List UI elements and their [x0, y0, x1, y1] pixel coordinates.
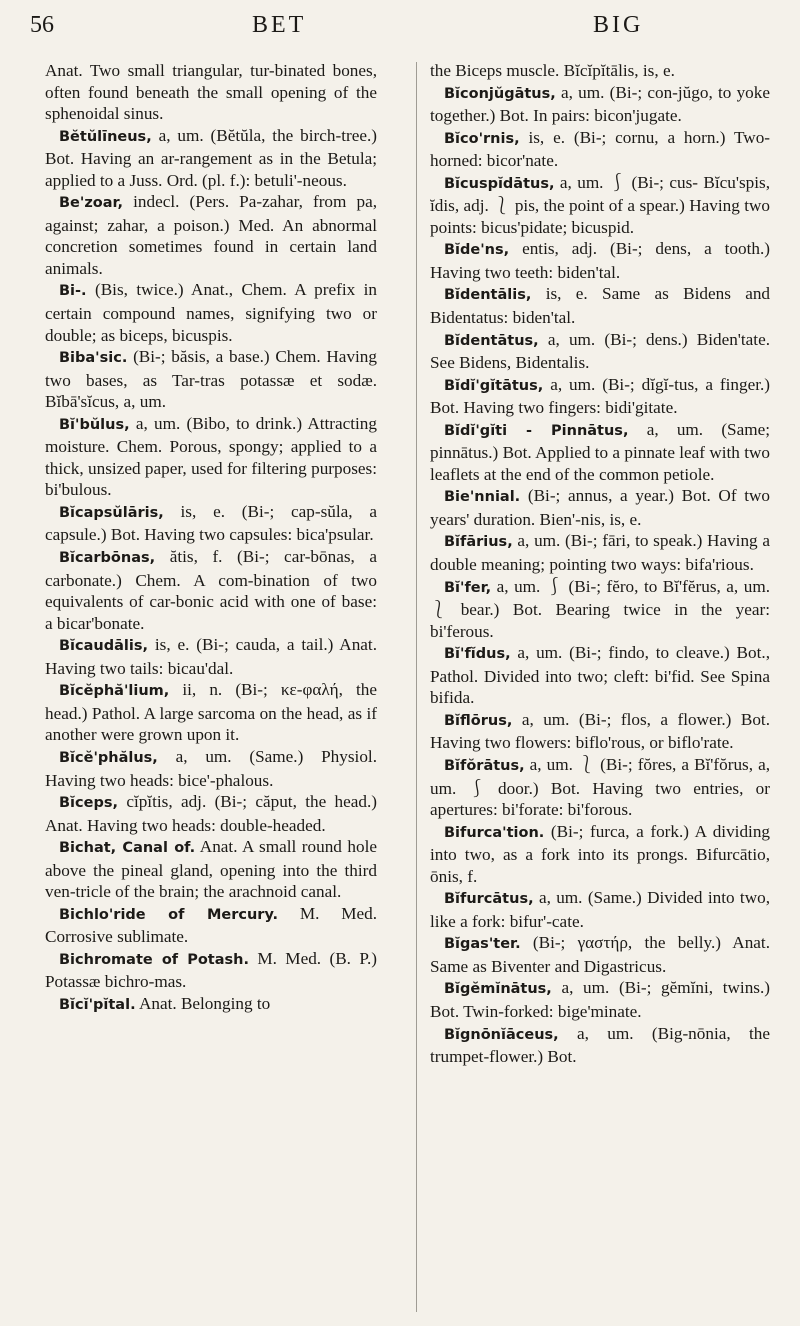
dictionary-entry: [45, 791, 377, 836]
entry-definition: Anat. A small round hole above the pineal gland, opening into the third ven-tricle of the brain; the arachnoid canal.: [45, 837, 378, 902]
entry-definition: is, e. Same as Bidens and Bidentatus: biden'tal.: [430, 284, 771, 328]
entry-headword: Bichromate of Potash.: [59, 951, 249, 968]
dictionary-entry: [45, 501, 377, 546]
entry-definition: a, um. (Same.) Divided into two, like a fork: bifur'-cate.: [430, 888, 770, 931]
entry-headword: Bifurca'tion.: [444, 824, 545, 841]
entry-headword: Bĭgĕmĭnātus,: [444, 981, 552, 998]
entry-headword: Bĭflōrus,: [444, 712, 513, 729]
dictionary-entry: [430, 485, 770, 530]
entry-definition: a, um. (Bi-; dĭgĭ-tus, a finger.) Bot. Having two fingers: bidi'gitate.: [430, 374, 771, 418]
entry-headword: Bĭ'bŭlus,: [59, 416, 130, 433]
entry-headword: Bĭfārius,: [444, 534, 513, 551]
right-column: [430, 60, 770, 1068]
entry-headword: Bĭceps,: [59, 795, 118, 812]
guide-word-left: BET: [252, 12, 307, 38]
entry-headword: Bĭdĭ'gĭti - Pinnātus,: [444, 422, 629, 439]
entry-definition: (Bi-; băsis, a base.) Chem. Having two bases, as Tar-tras potassæ et sodæ. Bĭbā'sĭcus, a, um.: [45, 347, 377, 412]
entry-definition: a, um. (Bi-; gĕmĭni, twins.) Bot. Twin-forked: bige'minate.: [430, 978, 771, 1021]
entry-headword: Bĭfŏrātus,: [444, 757, 525, 774]
entry-headword: Bĭ'fĭdus,: [444, 646, 511, 663]
dictionary-entry: [45, 60, 377, 125]
dictionary-entry: [45, 993, 377, 1017]
entry-definition: is, e. (Bi-; cornu, a horn.) Two-horned: bicor'nate.: [430, 127, 771, 171]
entry-headword: Bĭcĕphă'lium,: [59, 683, 170, 700]
entry-definition: indecl. (Pers. Pa-zahar, from pa, against; zahar, a poison.) Med. An abnormal concretion sometimes found in certain land animals.: [45, 192, 377, 278]
dictionary-entry: [45, 125, 377, 192]
entry-definition: Anat. Belonging to: [138, 993, 271, 1013]
entry-headword: Bĭde'ns,: [444, 242, 510, 259]
dictionary-entry: [430, 329, 770, 374]
entry-headword: Bie'nnial.: [444, 489, 521, 506]
entry-headword: Bĭgas'ter.: [444, 936, 521, 953]
entry-headword: Bi-.: [59, 283, 87, 300]
entry-definition: a, um. (Big-nōnia, the trumpet-flower.) Bot.: [430, 1023, 771, 1067]
dictionary-entry: [45, 191, 377, 279]
entry-definition: a, um. (Bi-; fāri, to speak.) Having a double meaning; pointing two ways: bifa'rious.: [430, 531, 770, 575]
entry-definition: a, um. (Bĕtŭla, the birch-tree.) Bot. Having an ar-rangement as in the Betula; applied to a Juss. Ord. (pl. f.): betuli'-neous.: [45, 125, 378, 190]
entry-definition: a, um. (Bi-; con-jŭgo, to yoke together.) Bot. In pairs: bicon'jugate.: [430, 82, 770, 126]
entry-definition: a, um. (Bibo, to drink.) Attracting moisture. Chem. Porous, spongy; applied to a thick, unsized paper, used for filtering purposes: bi'bulous.: [45, 413, 377, 500]
entry-headword: Bĭconjŭgātus,: [444, 85, 556, 102]
entry-definition: (Bi-; annus, a year.) Bot. Of two years' duration. Bien'-nis, is, e.: [430, 486, 771, 529]
dictionary-entry: [45, 948, 377, 993]
dictionary-entry: [45, 413, 377, 501]
entry-headword: Bĭdĭ'gĭtātus,: [444, 377, 544, 394]
entry-definition: a, um. (Bi-; dens.) Biden'tate. See Bidens, Bidentalis.: [430, 329, 771, 373]
dictionary-entry: [430, 127, 770, 172]
entry-definition: a, um. (Same.) Physiol. Having two heads: bice'-phalous.: [45, 746, 377, 790]
entry-headword: Bĭcarbōnas,: [59, 550, 156, 567]
dictionary-entry: [430, 754, 770, 821]
entry-headword: Bĭ'fer,: [444, 579, 492, 596]
entry-definition: is, e. (Bi-; cauda, a tail.) Anat. Having two tails: bicau'dal.: [45, 635, 378, 678]
entry-definition: is, e. (Bi-; cap-sŭla, a capsule.) Bot. Having two capsules: bica'psular.: [45, 501, 377, 545]
dictionary-entry: [430, 238, 770, 283]
dictionary-entry: [430, 374, 770, 419]
dictionary-entry: [430, 977, 770, 1022]
dictionary-entry: [45, 746, 377, 791]
entry-definition: a, um. ⎰ (Bi-; cus- Bĭcu'spis, ĭdis, adj. ⎱ pis, the point of a spear.) Having two points: bicus'pidate; bicuspid.: [430, 172, 770, 237]
column-divider: [416, 62, 417, 1312]
dictionary-entry: [430, 642, 770, 709]
dictionary-entry: [45, 679, 377, 746]
entry-headword: Bĭdentātus,: [444, 332, 539, 349]
entry-headword: Biba'sic.: [59, 350, 128, 367]
dictionary-entry: [430, 82, 770, 127]
entry-headword: Bĭcaudālis,: [59, 638, 148, 655]
dictionary-entry: [430, 530, 770, 575]
entry-definition: cĭpĭtis, adj. (Bi-; căput, the head.) Anat. Having two heads: double-headed.: [45, 792, 377, 835]
guide-word-right: BIG: [593, 12, 644, 38]
entry-headword: Bĕtŭlīneus,: [59, 128, 152, 145]
dictionary-entry: [45, 346, 377, 413]
entry-definition: Anat. Two small triangular, tur-binated bones, often found beneath the small opening of the sphenoidal sinus.: [45, 61, 377, 124]
dictionary-entry: [430, 1023, 770, 1068]
dictionary-entry: [430, 709, 770, 754]
running-header: [30, 12, 770, 46]
entry-definition: (Bi-; furca, a fork.) A dividing into two, as a fork into its prongs. Bifurcātio, ōnis, f.: [430, 821, 771, 886]
entry-headword: Bĭdentālis,: [444, 287, 532, 304]
entry-headword: Bĭcĕ'phălus,: [59, 749, 158, 766]
entry-definition: (Bis, twice.) Anat., Chem. A prefix in certain compound names, signifying two or double; as biceps, bicuspis.: [45, 280, 377, 345]
entry-headword: Bichlo'ride of Mercury.: [59, 906, 279, 923]
entry-definition: ătis, f. (Bi-; car-bōnas, a carbonate.) Chem. A com-bination of two equivalents of car-bonic acid with one of base: a bicar'bonate.: [45, 547, 378, 633]
entry-definition: a, um. (Bi-; flos, a flower.) Bot. Having two flowers: biflo'rous, or biflo'rate.: [430, 709, 770, 753]
entry-headword: Be'zoar,: [59, 195, 124, 212]
entry-definition: M. Med. (B. P.) Potassæ bichro-mas.: [45, 948, 377, 992]
dictionary-entry: [430, 576, 770, 643]
page-number: 56: [30, 12, 54, 38]
entry-definition: entis, adj. (Bi-; dens, a tooth.) Having two teeth: biden'tal.: [430, 239, 770, 282]
dictionary-entry: [430, 419, 770, 486]
left-column: [45, 60, 377, 1017]
entry-definition: a, um. (Same; pinnātus.) Bot. Applied to a pinnate leaf with two leaflets at the end of the common petiole.: [430, 419, 771, 484]
entry-definition: a, um. ⎱ (Bi-; fŏres, a Bĭ'fŏrus, a, um. ⎰ door.) Bot. Having two entries, or apertures: bi'forate: bi'forous.: [430, 754, 770, 820]
dictionary-entry: [430, 887, 770, 932]
dictionary-entry: [430, 283, 770, 328]
dictionary-entry: [430, 60, 770, 82]
dictionary-entry: [430, 172, 770, 239]
entry-headword: Bĭfurcātus,: [444, 891, 534, 908]
entry-definition: a, um. (Bi-; findo, to cleave.) Bot., Pathol. Divided into two; cleft: bi'fid. See Spina bifida.: [430, 643, 770, 708]
dictionary-entry: [45, 836, 377, 903]
dictionary-entry: [45, 903, 377, 948]
dictionary-entry: [430, 821, 770, 888]
dictionary-entry: [45, 634, 377, 679]
dictionary-entry: [45, 546, 377, 634]
entry-headword: Bĭcuspĭdātus,: [444, 175, 555, 192]
entry-headword: Bĭcapsŭlāris,: [59, 504, 164, 521]
entry-definition: M. Med. Corrosive sublimate.: [45, 903, 378, 947]
dictionary-entry: [430, 932, 770, 977]
entry-headword: Bĭco'rnis,: [444, 130, 520, 147]
entry-definition: ii, n. (Bi-; κε-φαλή, the head.) Pathol. A large sarcoma on the head, as if another were grown upon it.: [45, 680, 377, 745]
entry-headword: Bĭgnōnĭāceus,: [444, 1026, 559, 1043]
entry-definition: a, um. ⎰ (Bi-; fĕro, to Bĭ'fĕrus, a, um. ⎱ bear.) Bot. Bearing twice in the year: bi'ferous.: [430, 576, 770, 641]
entry-definition: (Bi-; γαστήρ, the belly.) Anat. Same as Biventer and Digastricus.: [430, 933, 770, 976]
dictionary-entry: [45, 279, 377, 346]
entry-headword: Bichat, Canal of.: [59, 840, 196, 857]
entry-headword: Bĭcĭ'pĭtal.: [59, 996, 136, 1013]
entry-definition: the Biceps muscle. Bĭcĭpĭtālis, is, e.: [430, 61, 675, 80]
